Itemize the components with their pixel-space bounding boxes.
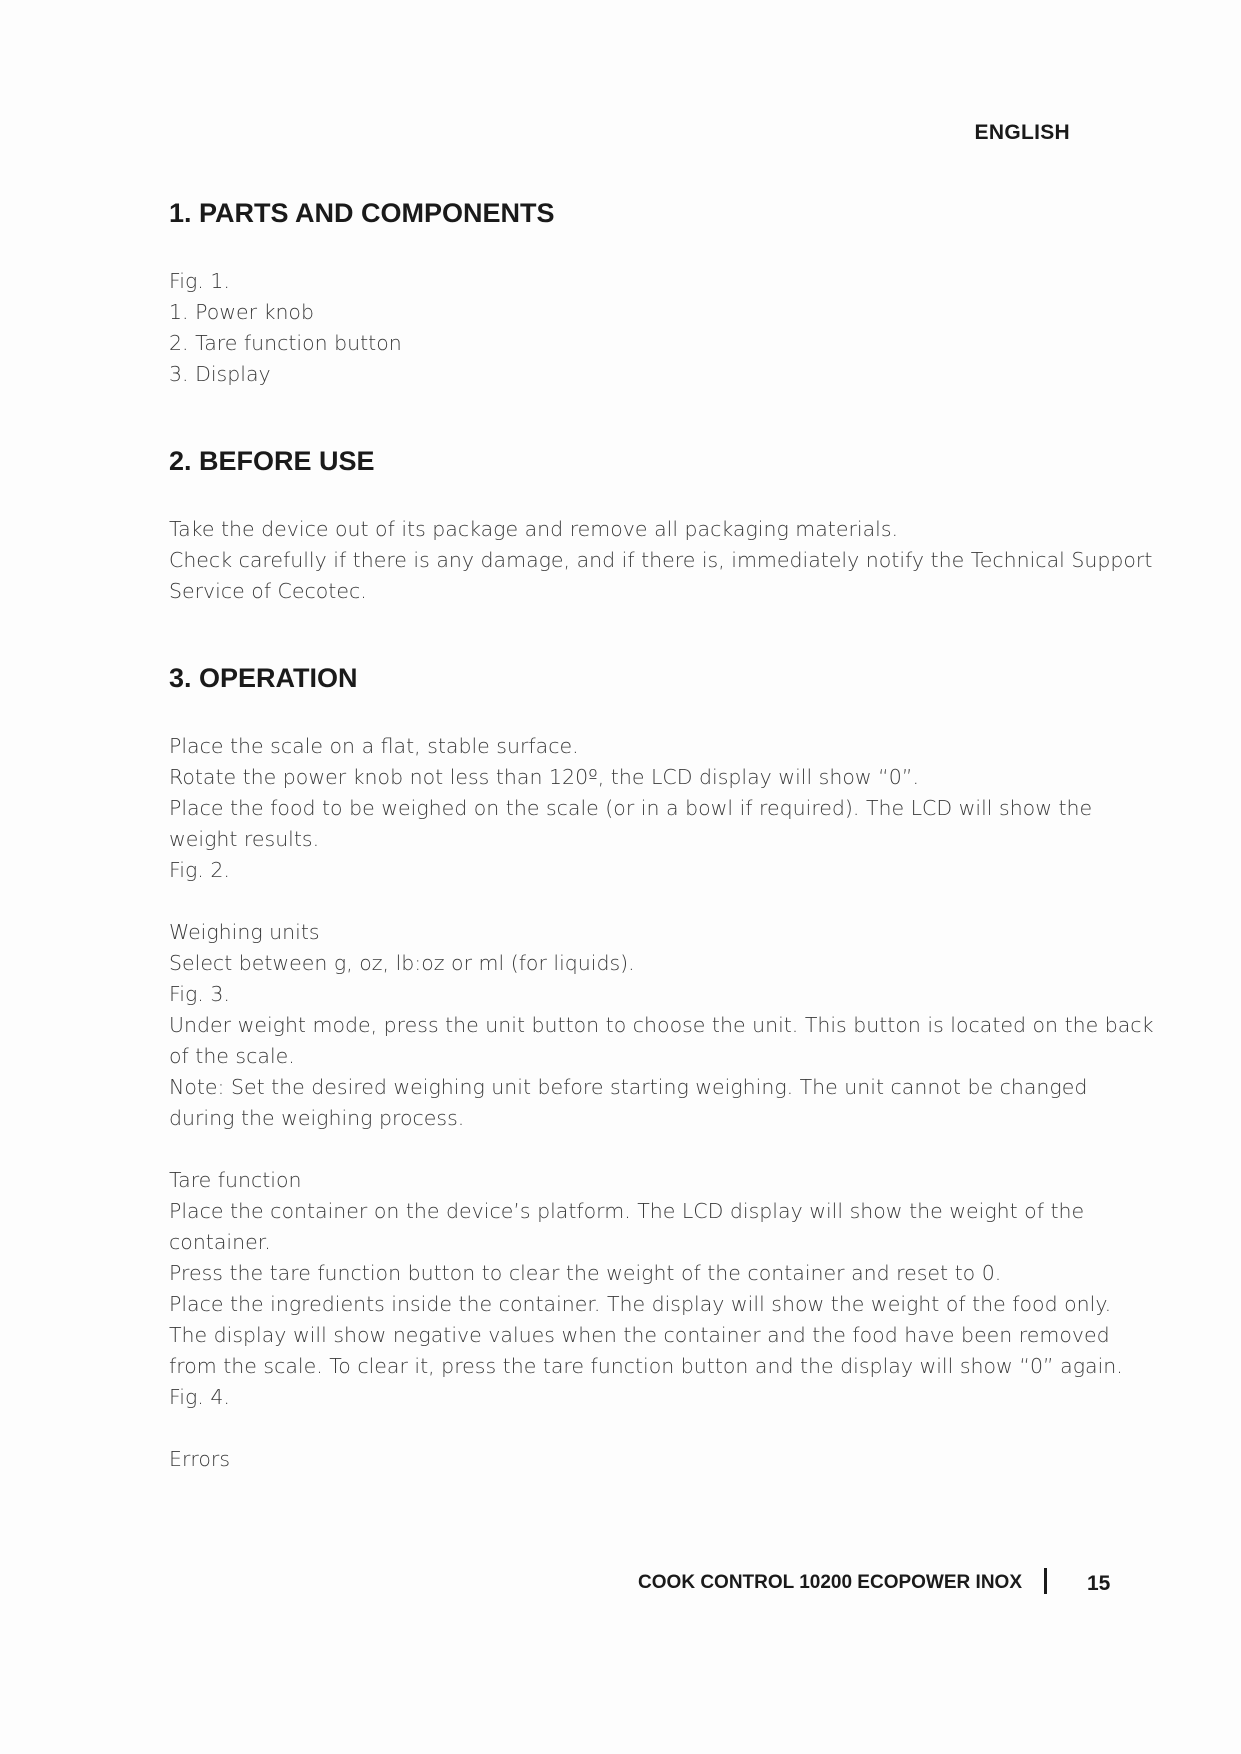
body-line: Note: Set the desired weighing unit before starting weighing. The unit cannot be changed <box>169 1075 1088 1099</box>
section-title-operation: 3. OPERATION <box>169 663 358 693</box>
body-line: Press the tare function button to clear the weight of the container and reset to 0. <box>169 1261 1002 1285</box>
body-line: Fig. 1. <box>169 269 230 293</box>
body-line: during the weighing process. <box>169 1106 465 1130</box>
body-line: Place the container on the device’s platform. The LCD display will show the weight of the <box>169 1199 1085 1223</box>
body-line: The display will show negative values when the container and the food have been removed <box>169 1323 1110 1347</box>
body-line: Select between g, oz, lb:oz or ml (for liquids). <box>169 951 635 975</box>
body-line: Place the ingredients inside the container. The display will show the weight of the food only. <box>169 1292 1112 1316</box>
subheading-errors: Errors <box>169 1447 231 1471</box>
body-line: from the scale. To clear it, press the tare function button and the display will show “0” again. <box>169 1354 1123 1378</box>
footer-separator <box>1044 1568 1047 1594</box>
section-title-parts: 1. PARTS AND COMPONENTS <box>169 198 555 228</box>
body-line: Service of Cecotec. <box>169 579 367 603</box>
body-line: Fig. 3. <box>169 982 230 1006</box>
body-line: Place the scale on a flat, stable surface. <box>169 734 579 758</box>
page-number: 15 <box>1087 1572 1111 1595</box>
body-line: weight results. <box>169 827 320 851</box>
subheading-weighing-units: Weighing units <box>169 920 320 944</box>
body-line: 2. Tare function button <box>169 331 402 355</box>
body-line: Under weight mode, press the unit button to choose the unit. This button is located on the back <box>169 1013 1154 1037</box>
footer-model-name: COOK CONTROL 10200 ECOPOWER INOX <box>638 1572 1022 1593</box>
body-line: Place the food to be weighed on the scale (or in a bowl if required). The LCD will show the <box>169 796 1093 820</box>
body-line: 3. Display <box>169 362 271 386</box>
page-content <box>169 196 1154 1475</box>
language-label: ENGLISH <box>974 121 1070 144</box>
body-line: 1. Power knob <box>169 300 314 324</box>
body-line: container. <box>169 1230 271 1254</box>
body-line: Take the device out of its package and remove all packaging materials. <box>169 517 899 541</box>
body-line: Rotate the power knob not less than 120º, the LCD display will show “0”. <box>169 765 919 789</box>
body-line: of the scale. <box>169 1044 295 1068</box>
subheading-tare-function: Tare function <box>169 1168 302 1192</box>
body-line: Fig. 4. <box>169 1385 230 1409</box>
body-line: Check carefully if there is any damage, and if there is, immediately notify the Technical Support <box>169 548 1153 572</box>
page-footer <box>600 1568 1120 1598</box>
body-line: Fig. 2. <box>169 858 230 882</box>
section-title-before-use: 2. BEFORE USE <box>169 446 375 476</box>
